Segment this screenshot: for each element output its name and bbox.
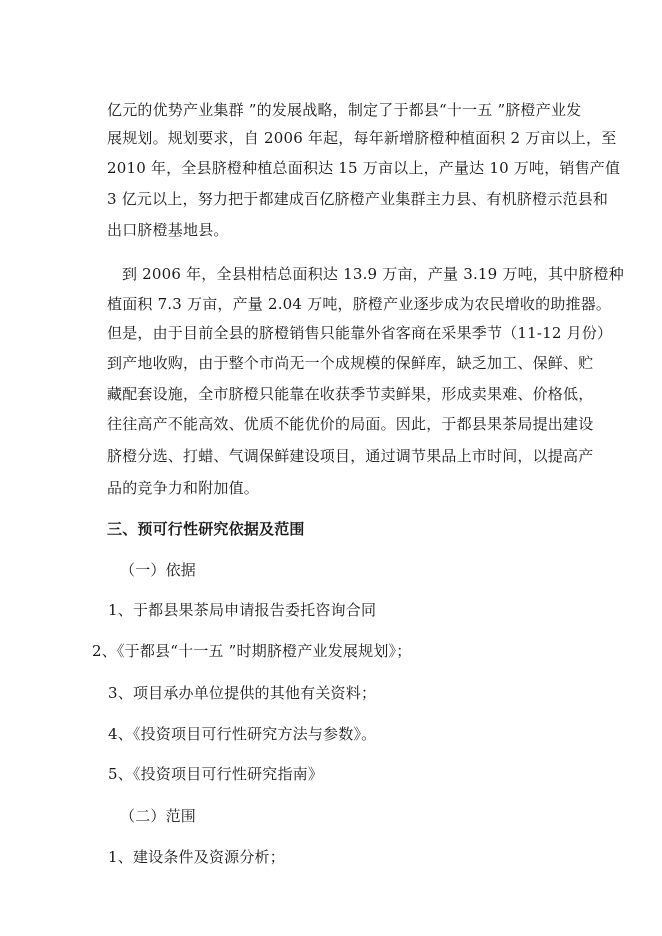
paragraph2-line: 脐橙分选、打蜡、气调保鲜建设项目，通过调节果品上市时间，以提高产 — [107, 447, 594, 465]
paragraph1-line: 3 亿元以上，努力把于都建成百亿脐橙产业集群主力县、有机脐橙示范县和 — [107, 190, 609, 208]
paragraph1-line: 展规划。规划要求，自 2006 年起，每年新增脐橙种植面积 2 万亩以上，至 — [107, 129, 617, 147]
basis-item: 4、《投资项目可行性研究方法与参数》。 — [108, 725, 377, 743]
paragraph2-line: 往往高产不能高效、优质不能优价的局面。因此，于都县果茶局提出建设 — [107, 415, 594, 433]
basis-item: 5、《投资项目可行性研究指南》 — [108, 765, 324, 783]
basis-item: 1、于都县果茶局申请报告委托咨询合同 — [108, 601, 377, 619]
basis-item: 2、《于都县“十一五 ”时期脐橙产业发展规划》； — [92, 642, 412, 660]
scope-title: （二）范围 — [120, 807, 197, 825]
scope-item: 1、建设条件及资源分析； — [108, 848, 285, 866]
paragraph2-line: 植面积 7.3 万亩，产量 2.04 万吨，脐橙产业逐步成为农民增收的助推器。 — [107, 295, 612, 313]
basis-title: （一）依据 — [120, 561, 197, 579]
paragraph1-line: 2010 年，全县脐橙种植总面积达 15 万亩以上，产量达 10 万吨，销售产值 — [107, 159, 621, 177]
paragraph2-line: 但是，由于目前全县的脐橙销售只能靠外省客商在采果季节（11-12 月份） — [107, 324, 613, 342]
paragraph2-line: 品的竞争力和附加值。 — [107, 479, 260, 497]
paragraph2-line: 到 2006 年，全县柑桔总面积达 13.9 万亩，产量 3.19 万吨，其中脐橙种 — [122, 265, 624, 283]
paragraph1-line: 亿元的优势产业集群 ”的发展战略，制定了于都县“十一五 ”脐橙产业发 — [107, 101, 582, 119]
paragraph2-line: 到产地收购，由于整个市尚无一个成规模的保鲜库，缺乏加工、保鲜、贮 — [107, 354, 594, 372]
paragraph2-line: 藏配套设施，全市脐橙只能靠在收获季节卖鲜果，形成卖果难、价格低， — [107, 385, 594, 403]
paragraph1-line: 出口脐橙基地县。 — [107, 221, 229, 239]
section-heading: 三、预可行性研究依据及范围 — [107, 520, 305, 538]
basis-item: 3、项目承办单位提供的其他有关资料； — [108, 684, 377, 702]
